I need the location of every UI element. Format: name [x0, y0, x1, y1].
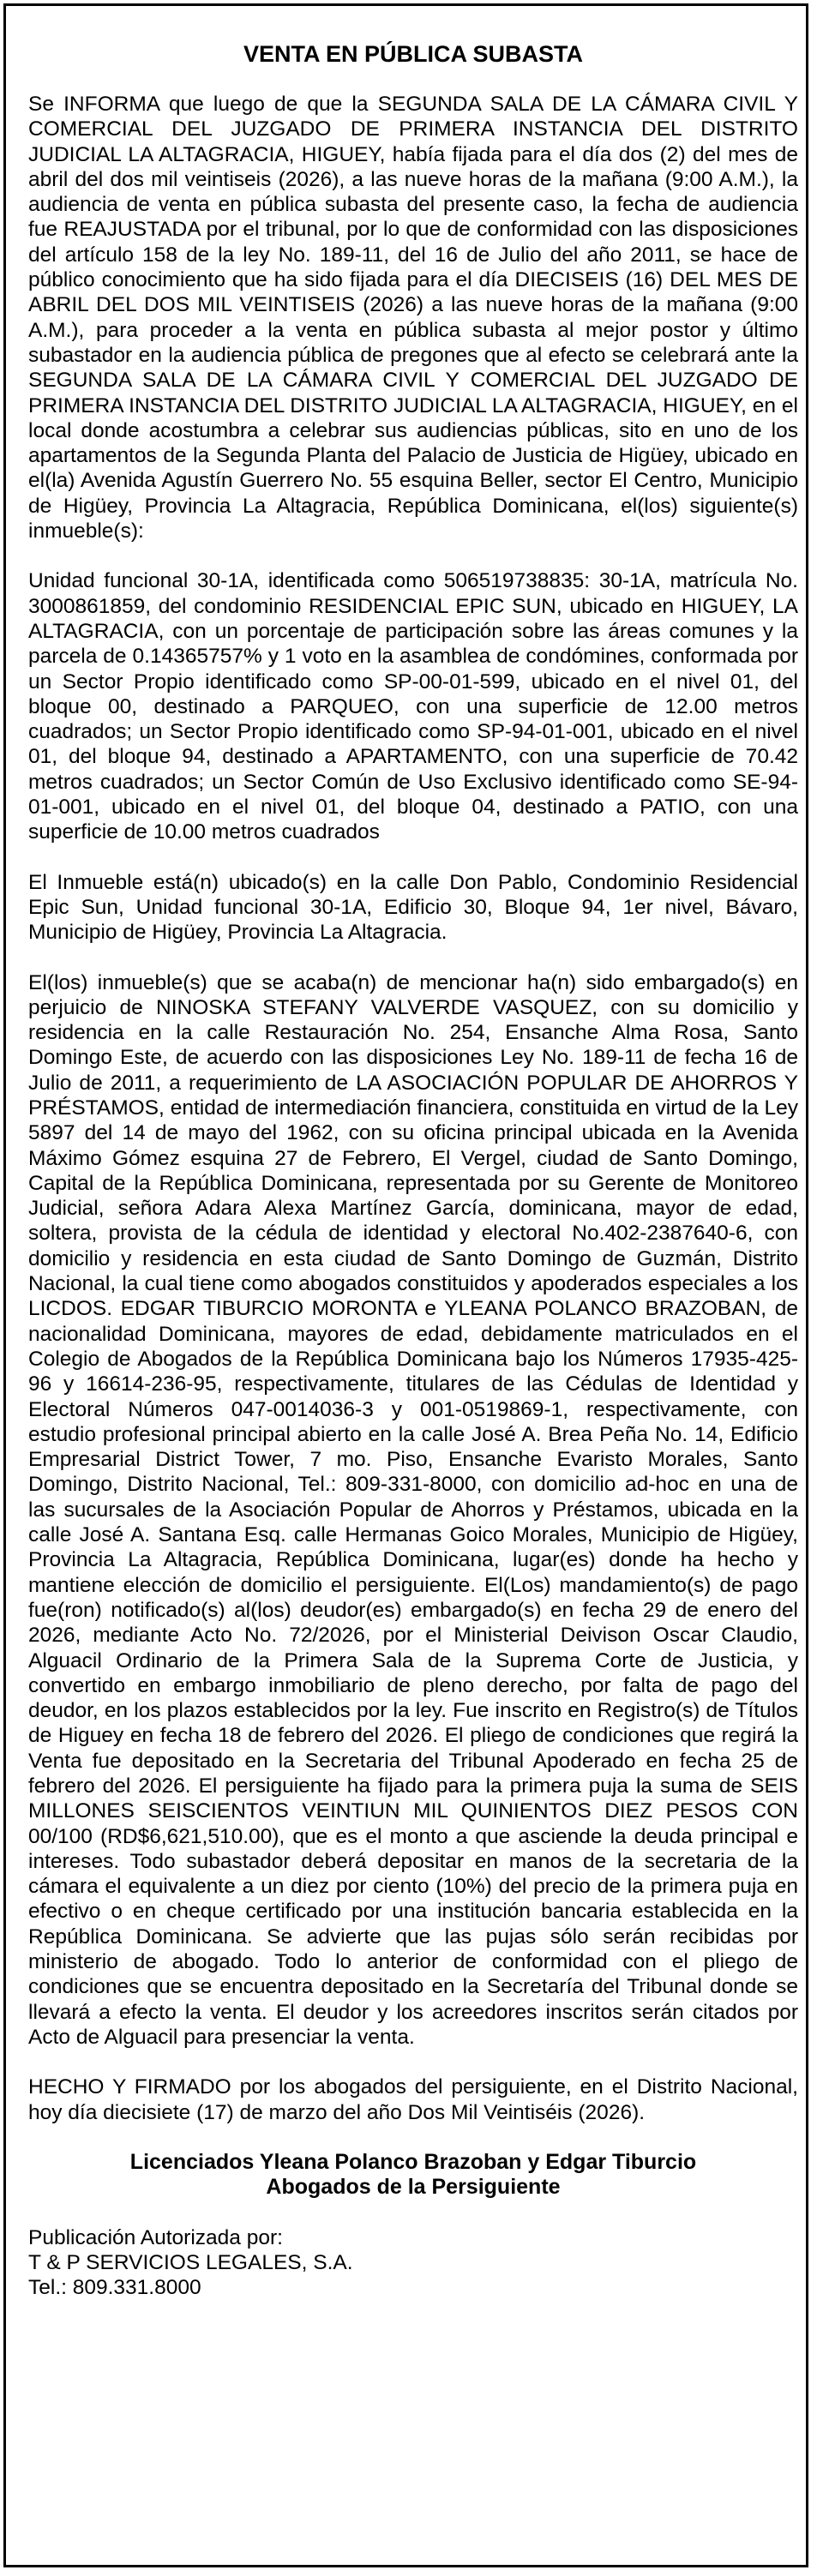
paragraph-auction-announcement: Se INFORMA que luego de que la SEGUNDA SALA DE LA CÁMARA CIVIL Y COMERCIAL DEL JUZGADO DE PRIMERA INSTANCIA DEL DISTRITO JUDICIAL LA ALTAGRACIA, HIGUEY, había fijada para el día dos (2) del mes de abril del dos mil veintiseis (2026), a las nueve horas de la mañana (9:00 A.M.), la audiencia de venta en pública subasta del presente caso, la fecha de audiencia fue REAJUSTADA por el tribunal, por lo que de conformidad con las disposiciones del artículo 158 de la ley No. 189-11, del 16 de Julio del año 2011, se hace de público conocimiento que ha sido fijada para el día DIECISEIS (16) DEL MES DE ABRIL DEL DOS MIL VEINTISEIS (2026) a las nueve horas de la mañana (9:00 A.M.), para proceder a la venta en pública subasta al mejor postor y último subastador en la audiencia pública de pregones que al efecto se celebrará ante la SEGUNDA SALA DE LA CÁMARA CIVIL Y COMERCIAL DEL JUZGADO DE PRIMERA INSTANCIA DEL DISTRITO JUDICIAL LA ALTAGRACIA, HIGUEY, en el local donde acostumbra a celebrar sus audiencias públicas, sito en uno de los apartamentos de la Segunda Planta del Palacio de Justicia de Higüey, ubicado en el(la) Avenida Agustín Guerrero No. 55 esquina Beller, sector El Centro, Municipio de Higüey, Provincia La Altagracia, República Dominicana, el(los) siguiente(s) inmueble(s):	[28, 93, 798, 543]
paragraph-seizure-details: El(los) inmueble(s) que se acaba(n) de mencionar ha(n) sido embargado(s) en perjuicio de NINOSKA STEFANY VALVERDE VASQUEZ, con su domicilio y residencia en la calle Restauración No. 254, Ensanche Alma Rosa, Santo Domingo Este, de acuerdo con las disposiciones Ley No. 189-11 de fecha 16 de Julio de 2011, a requerimiento de LA ASOCIACIÓN POPULAR DE AHORROS Y PRÉSTAMOS, entidad de intermediación financiera, constituida en virtud de la Ley 5897 del 14 de mayo del 1962, con su oficina principal ubicada en la Avenida Máximo Gómez esquina 27 de Febrero, El Vergel, ciudad de Santo Domingo, Capital de la República Dominicana, representada por su Gerente de Monitoreo Judicial, señora Adara Alexa Martínez García, dominicana, mayor de edad, soltera, provista de la cédula de identidad y electoral No.402-2387640-6, con domicilio y residencia en esta ciudad de Santo Domingo de Guzmán, Distrito Nacional, la cual tiene como abogados constituidos y apoderados especiales a los LICDOS. EDGAR TIBURCIO MORONTA e YLEANA POLANCO BRAZOBAN, de nacionalidad Dominicana, mayores de edad, debidamente matriculados en el Colegio de Abogados de la República Dominicana bajo los Números 17935-425-96 y 16614-236-95, respectivamente, titulares de las Cédulas de Identidad y Electoral Números 047-0014036-3 y 001-0519869-1, respectivamente, con estudio profesional principal abierto en la calle José A. Brea Peña No. 14, Edificio Empresarial District Tower, 7 mo. Piso, Ensanche Evaristo Morales, Santo Domingo, Distrito Nacional, Tel.: 809-331-8000, con domicilio ad-hoc en una de las sucursales de la Asociación Popular de Ahorros y Préstamos, ubicada en la calle José A. Santana Esq. calle Hermanas Goico Morales, Municipio de Higüey, Provincia La Altagracia, República Dominicana, lugar(es) donde ha hecho y mantiene elección de domicilio el persiguiente. El(Los) mandamiento(s) de pago fue(ron) notificado(s) al(los) deudor(es) embargado(s) en fecha 29 de enero del 2026, mediante Acto No. 72/2026, por el Ministerial Deivison Oscar Claudio, Alguacil Ordinario de la Primera Sala de la Suprema Corte de Justicia, y convertido en embargo inmobiliario de pleno derecho, por falta de pago del deudor, en los plazos establecidos por la ley. Fue inscrito en Registro(s) de Títulos de Higuey en fecha 18 de febrero del 2026. El pliego de condiciones que regirá la Venta fue depositado en la Secretaria del Tribunal Apoderado en fecha 25 de febrero del 2026. El persiguiente ha fijado para la primera puja la suma de SEIS MILLONES SEISCIENTOS VEINTIUN MIL QUINIENTOS DIEZ PESOS CON 00/100 (RD$6,621,510.00), que es el monto a que asciende la deuda principal e intereses. Todo subastador deberá depositar en manos de la secretaria de la cámara el equivalente a un diez por ciento (10%) del precio de la primera puja en efectivo o en cheque certificado por una institución bancaria establecida en la República Dominicana. Se advierte que las pujas sólo serán recibidas por ministerio de abogado. Todo lo anterior de conformidad con el pliego de condiciones que se encuentra depositado en la Secretaría del Tribunal donde se llevará a efecto la venta. El deudor y los acreedores inscritos serán citados por Acto de Alguacil para presenciar la venta.	[28, 970, 798, 2049]
notice-body	[28, 40, 798, 2301]
notice-frame	[3, 3, 808, 2567]
attorney-role: Abogados de la Persiguiente	[266, 2174, 561, 2199]
publisher-phone: Tel.: 809.331.8000	[28, 2276, 201, 2300]
attorney-signature-block	[28, 2150, 798, 2200]
publisher-authorization-label: Publicación Autorizada por:	[28, 2225, 283, 2249]
paragraph-property-location: El Inmueble está(n) ubicado(s) en la calle Don Pablo, Condominio Residencial Epic Sun, Unidad funcional 30-1A, Edificio 30, Bloque 94, 1er nivel, Bávaro, Municipio de Higüey, Provincia La Altagracia.	[28, 870, 798, 945]
publisher-block	[28, 2225, 798, 2301]
notice-title: VENTA EN PÚBLICA SUBASTA	[243, 41, 583, 67]
publisher-company-name: T & P SERVICIOS LEGALES, S.A.	[28, 2251, 353, 2275]
paragraph-signing-statement: HECHO Y FIRMADO por los abogados del persiguiente, en el Distrito Nacional, hoy día diecisiete (17) de marzo del año Dos Mil Veintiséis (2026).	[28, 2075, 798, 2124]
paragraph-property-description: Unidad funcional 30-1A, identificada como 506519738835: 30-1A, matrícula No. 3000861859, del condominio RESIDENCIAL EPIC SUN, ubicado en HIGUEY, LA ALTAGRACIA, con un porcentaje de participación sobre las áreas comunes y la parcela de 0.14365757% y 1 voto en la asamblea de condómines, conformada por un Sector Propio identificado como SP-00-01-599, ubicado en el nivel 01, del bloque 00, destinado a PARQUEO, con una superficie de 12.00 metros cuadrados; un Sector Propio identificado como SP-94-01-001, ubicado en el nivel 01, del bloque 94, destinado a APARTAMENTO, con una superficie de 70.42 metros cuadrados; un Sector Común de Uso Exclusivo identificado como SE-94-01-001, ubicado en el nivel 01, del bloque 04, destinado a PATIO, con una superficie de 10.00 metros cuadrados	[28, 569, 798, 844]
attorney-names: Licenciados Yleana Polanco Brazoban y Edgar Tiburcio	[129, 2149, 697, 2174]
